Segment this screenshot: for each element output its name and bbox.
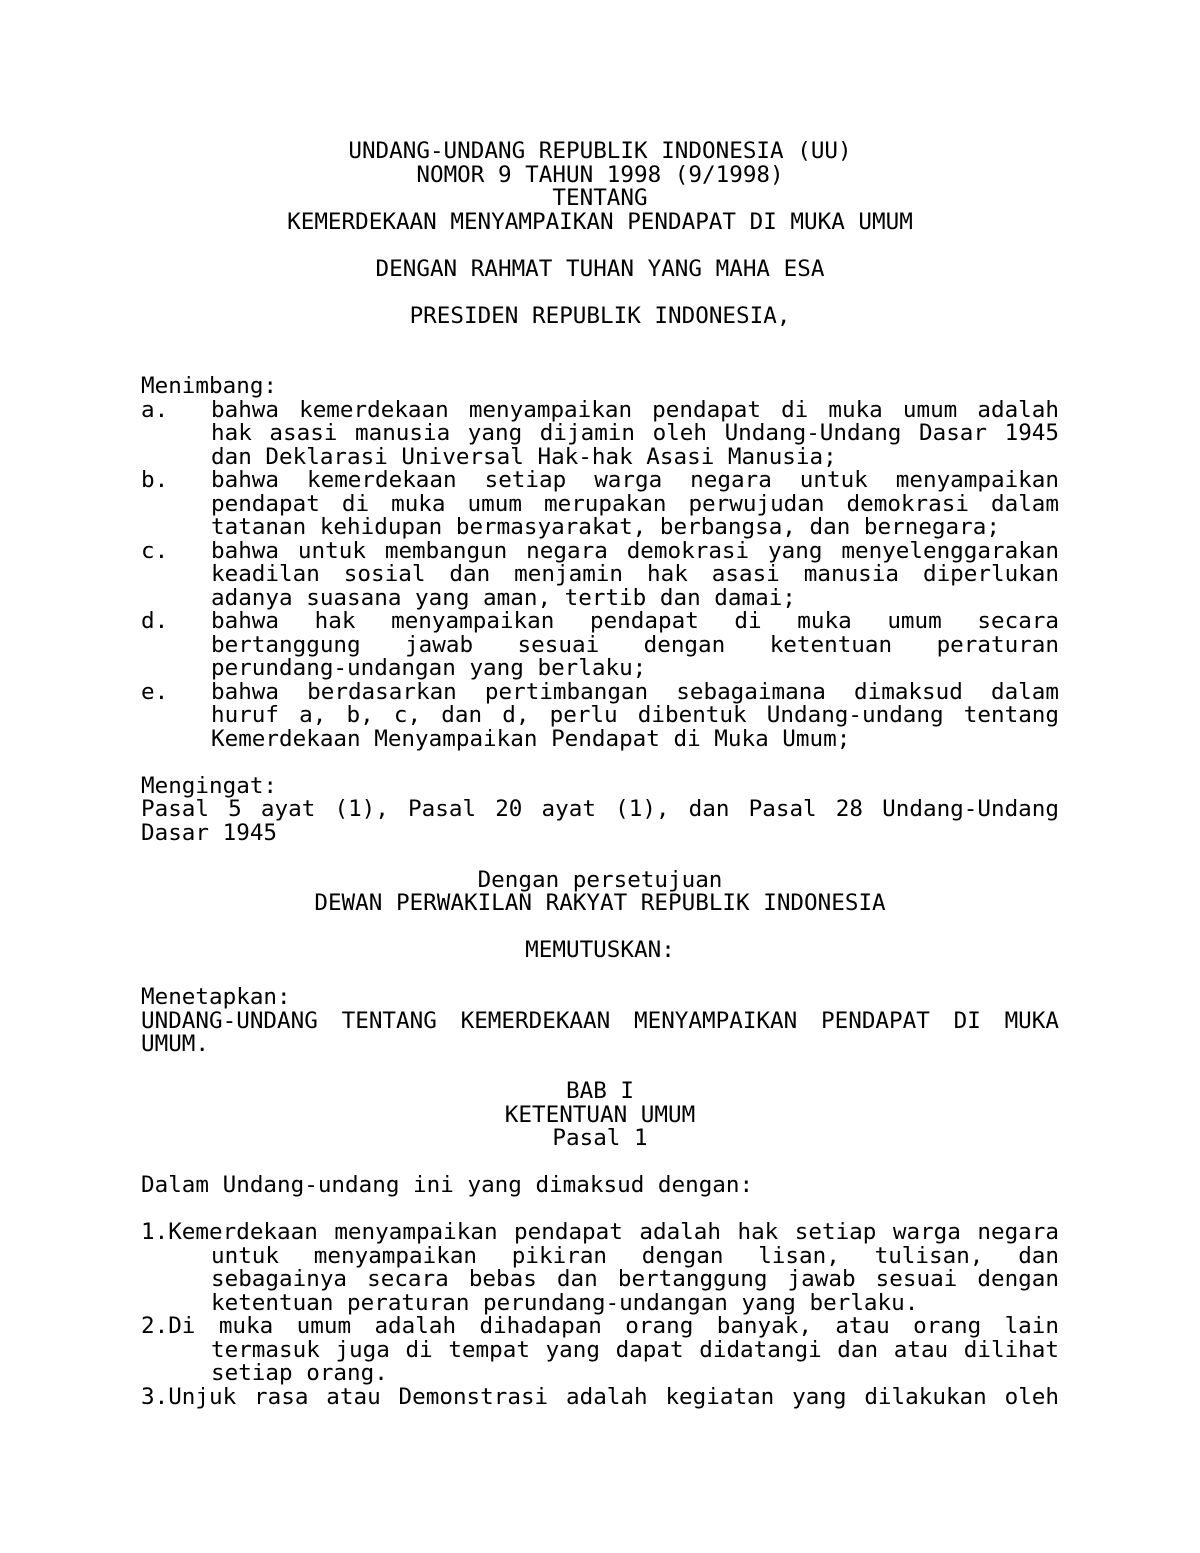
item-line: dan Deklarasi Universal Hak-hak Asasi Manusia; (211, 443, 837, 470)
menimbang-item-a (141, 396, 1059, 470)
item-line: bertanggung jawab sesuai dengan ketentuan peraturan (211, 631, 1059, 658)
item-line: keadilan sosial dan menjamin hak asasi manusia diperlukan (211, 561, 1059, 587)
definition-line: ketentuan peraturan perundang-undangan yang berlaku. (211, 1289, 919, 1316)
mengingat-label: Mengingat: (141, 772, 278, 799)
title-line-2: NOMOR 9 TAHUN 1998 (9/1998) (416, 161, 784, 188)
item-marker: e. (141, 678, 169, 705)
menetapkan-label: Menetapkan: (141, 984, 291, 1010)
item-line: pendapat di muka umum merupakan perwujudan demokrasi dalam (211, 490, 1059, 517)
invocation: DENGAN RAHMAT TUHAN YANG MAHA ESA (375, 255, 825, 282)
persetujuan-line-2: DEWAN PERWAKILAN RAKYAT REPUBLIK INDONESIA (314, 890, 886, 916)
menetapkan-line-2: UMUM. (141, 1031, 210, 1057)
definition-item-1 (141, 1221, 1059, 1315)
mengingat-line-2: Dasar 1945 (141, 819, 278, 846)
item-line: bahwa untuk membangun negara demokrasi yang menyelenggarakan (211, 537, 1059, 564)
item-line: bahwa hak menyampaikan pendapat di muka umum secara (211, 608, 1059, 634)
definition-first-line: 3.Unjuk rasa atau Demonstrasi adalah kegiatan yang dilakukan oleh (141, 1383, 1059, 1410)
item-marker: a. (141, 396, 169, 423)
item-line: bahwa kemerdekaan menyampaikan pendapat di muka umum adalah (211, 396, 1059, 423)
item-line: bahwa kemerdekaan setiap warga negara untuk menyampaikan (211, 467, 1059, 493)
item-line: adanya suasana yang aman, tertib dan damai; (211, 584, 796, 611)
definitions-intro: Dalam Undang-undang ini yang dimaksud dengan: (141, 1172, 754, 1198)
title-line-1: UNDANG-UNDANG REPUBLIK INDONESIA (UU) (348, 138, 852, 164)
pasal-heading: Pasal 1 (552, 1125, 648, 1151)
definition-first-line: 2.Di muka umum adalah dihadapan orang banyak, atau orang lain (141, 1313, 1059, 1339)
definition-line: setiap orang. (211, 1360, 388, 1386)
definition-item-3 (141, 1383, 1059, 1410)
item-line: bahwa berdasarkan pertimbangan sebagaimana dimaksud dalam (211, 678, 1059, 705)
menimbang-label: Menimbang: (141, 373, 278, 399)
menetapkan-line-1: UNDANG-UNDANG TENTANG KEMERDEKAAN MENYAMPAIKAN PENDAPAT DI MUKA (141, 1007, 1059, 1034)
menimbang-item-b (141, 469, 1059, 540)
definition-line: untuk menyampaikan pikiran dengan lisan, tulisan, dan (211, 1242, 1059, 1269)
title-line-4: KEMERDEKAAN MENYAMPAIKAN PENDAPAT DI MUKA UMUM (287, 208, 913, 235)
item-line: tatanan kehidupan bermasyarakat, berbangsa, dan bernegara; (211, 514, 1000, 540)
menimbang-item-c (141, 537, 1059, 611)
persetujuan-line-1: Dengan persetujuan (477, 866, 723, 893)
definition-item-2 (141, 1315, 1059, 1386)
president-heading: PRESIDEN REPUBLIK INDONESIA, (409, 302, 791, 329)
item-line: Kemerdekaan Menyampaikan Pendapat di Muka Umum; (211, 725, 851, 752)
item-marker: c. (141, 537, 169, 564)
title-line-3: TENTANG (552, 185, 648, 211)
memutuskan-heading: MEMUTUSKAN: (525, 937, 675, 963)
definition-line: sebagainya secara bebas dan bertanggung jawab sesuai dengan (211, 1266, 1059, 1292)
item-line: huruf a, b, c, dan d, perlu dibentuk Undang-undang tentang (211, 702, 1059, 728)
item-line: hak asasi manusia yang dijamin oleh Undang-Undang Dasar 1945 (211, 420, 1059, 446)
item-marker: b. (141, 467, 169, 493)
bab-title: BAB I (565, 1078, 634, 1104)
definition-line: termasuk juga di tempat yang dapat didatangi dan atau dilihat (211, 1336, 1059, 1363)
menimbang-item-d (141, 610, 1059, 681)
bab-subtitle: KETENTUAN UMUM (504, 1101, 696, 1128)
menimbang-item-e (141, 678, 1059, 752)
document-content (141, 140, 1059, 1409)
definition-first-line: 1.Kemerdekaan menyampaikan pendapat adalah hak setiap warga negara (141, 1219, 1059, 1245)
item-marker: d. (141, 608, 169, 634)
mengingat-line-1: Pasal 5 ayat (1), Pasal 20 ayat (1), dan Pasal 28 Undang-Undang (141, 796, 1059, 822)
item-line: perundang-undangan yang berlaku; (211, 655, 647, 681)
